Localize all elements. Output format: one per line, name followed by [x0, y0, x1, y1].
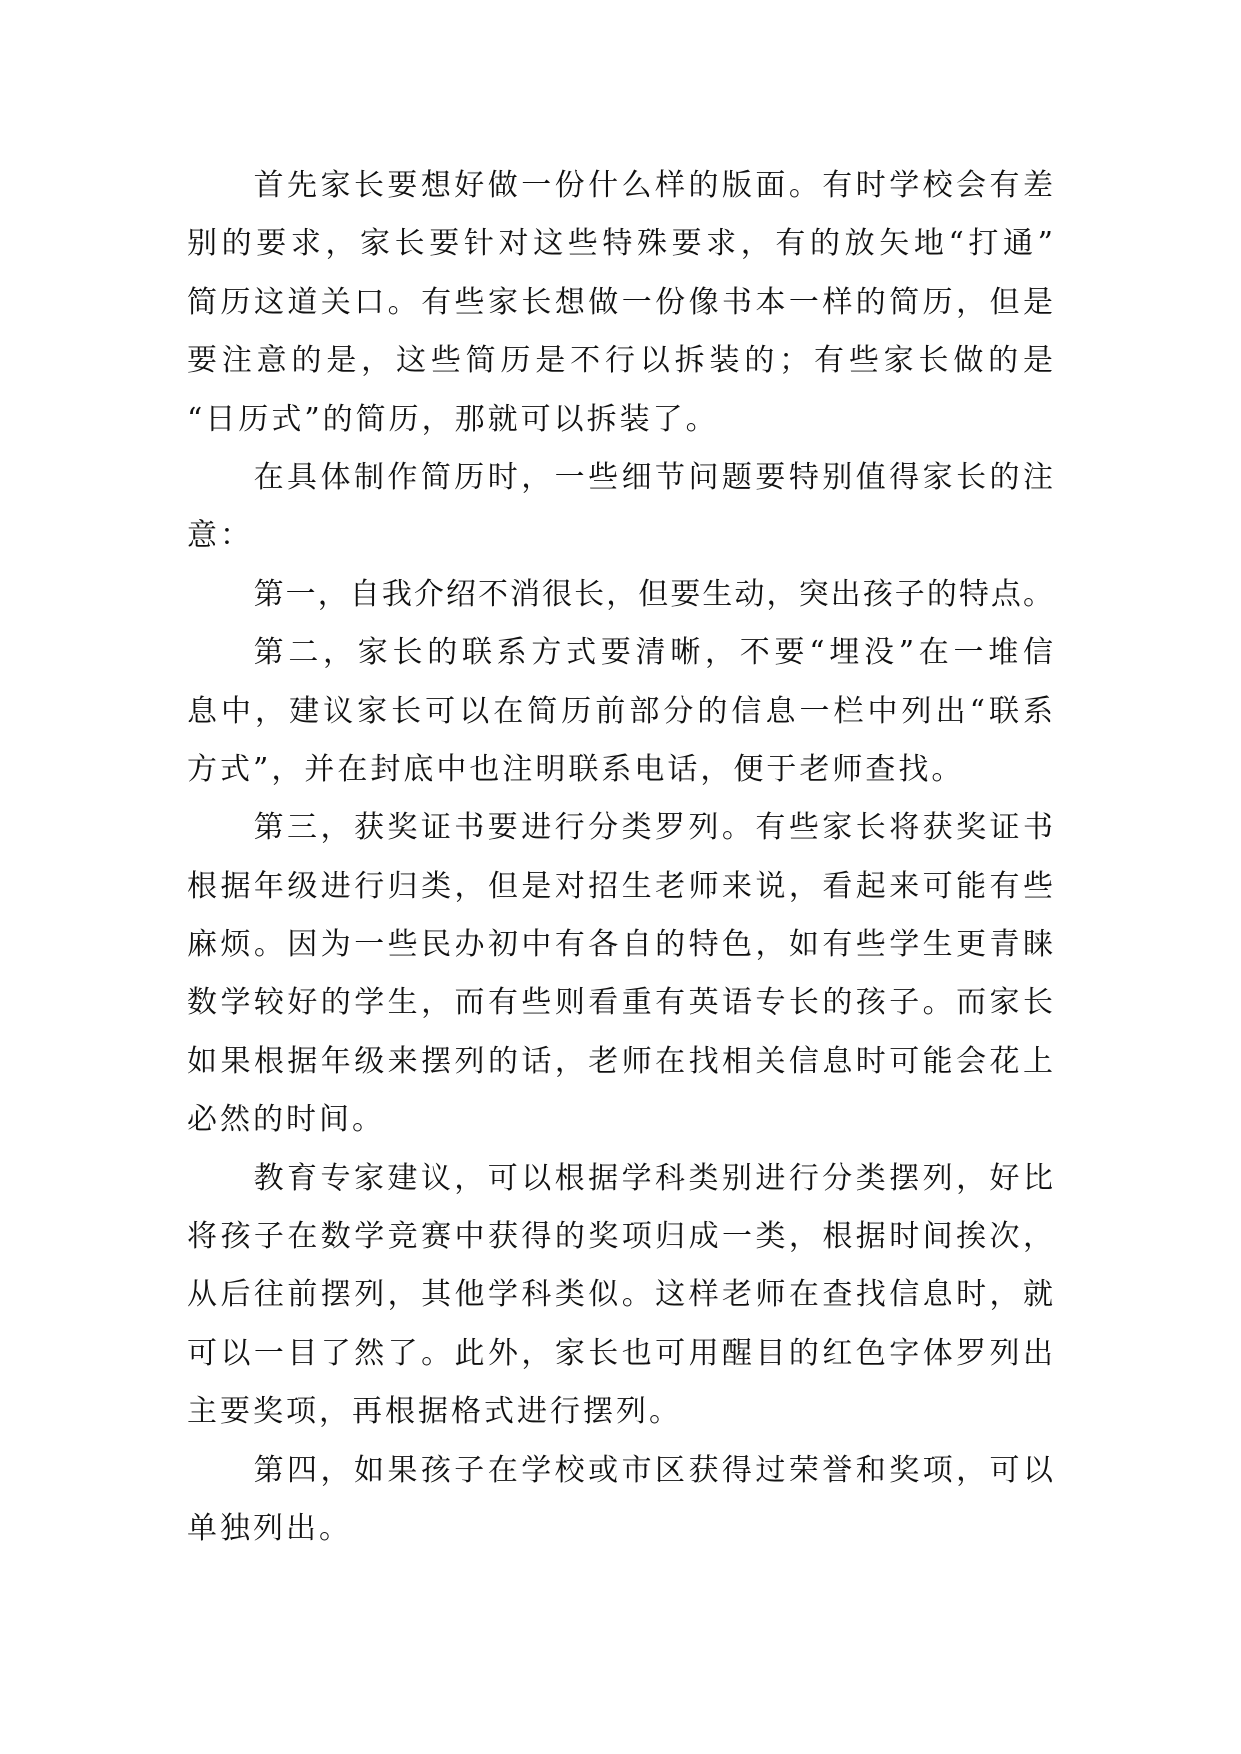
text-line: 教育专家建议，可以根据学科类别进行分类摆列，好比: [253, 1160, 1056, 1196]
text-line: 可以一目了然了。此外，家长也可用醒目的红色字体罗列出: [187, 1335, 1056, 1371]
paragraph-page-layout: [187, 157, 1056, 449]
paragraph-point-two: [187, 624, 1056, 799]
text-line: 意：: [187, 518, 253, 554]
text-line: 必然的时间。: [187, 1102, 385, 1138]
text-line: “日历式”的简历，那就可以拆装了。: [187, 401, 719, 437]
text-line: 简历这道关口。有些家长想做一份像书本一样的简历，但是: [187, 284, 1056, 320]
text-line: 根据年级进行归类，但是对招生老师来说，看起来可能有些: [187, 868, 1056, 904]
text-line: 第一，自我介绍不消很长，但要生动，突出孩子的特点。: [253, 576, 1055, 612]
paragraph-expert-advice: [187, 1150, 1056, 1442]
text-line: 首先家长要想好做一份什么样的版面。有时学校会有差: [253, 168, 1056, 203]
text-line: 要注意的是，这些简历是不行以拆装的；有些家长做的是: [187, 343, 1056, 379]
text-line: 别的要求，家长要针对这些特殊要求，有的放矢地“打通”: [187, 226, 1056, 262]
text-line: 单独列出。: [187, 1510, 352, 1546]
document-body: [187, 157, 1056, 1558]
text-line: 在具体制作简历时，一些细节问题要特别值得家长的注: [253, 459, 1056, 495]
paragraph-details-intro: [187, 449, 1056, 566]
text-line: 方式”，并在封底中也注明联系电话，便于老师查找。: [187, 751, 965, 787]
text-line: 从后往前摆列，其他学科类似。这样老师在查找信息时，就: [187, 1277, 1056, 1313]
paragraph-point-four: [187, 1442, 1056, 1559]
text-line: 数学较好的学生，而有些则看重有英语专长的孩子。而家长: [187, 985, 1056, 1021]
text-line: 第四，如果孩子在学校或市区获得过荣誉和奖项，可以: [253, 1452, 1056, 1488]
text-line: 第二，家长的联系方式要清晰，不要“埋没”在一堆信: [253, 635, 1056, 671]
paragraph-point-one: [187, 566, 1053, 624]
text-line: 息中，建议家长可以在简历前部分的信息一栏中列出“联系: [187, 693, 1056, 729]
text-line: 如果根据年级来摆列的话，老师在找相关信息时可能会花上: [187, 1043, 1056, 1079]
text-line: 将孩子在数学竞赛中获得的奖项归成一类，根据时间挨次，: [187, 1219, 1056, 1255]
text-line: 麻烦。因为一些民办初中有各自的特色，如有些学生更青睐: [187, 927, 1056, 963]
paragraph-point-three: [187, 799, 1056, 1149]
text-line: 主要奖项，再根据格式进行摆列。: [187, 1394, 682, 1430]
text-line: 第三，获奖证书要进行分类罗列。有些家长将获奖证书: [253, 810, 1056, 846]
